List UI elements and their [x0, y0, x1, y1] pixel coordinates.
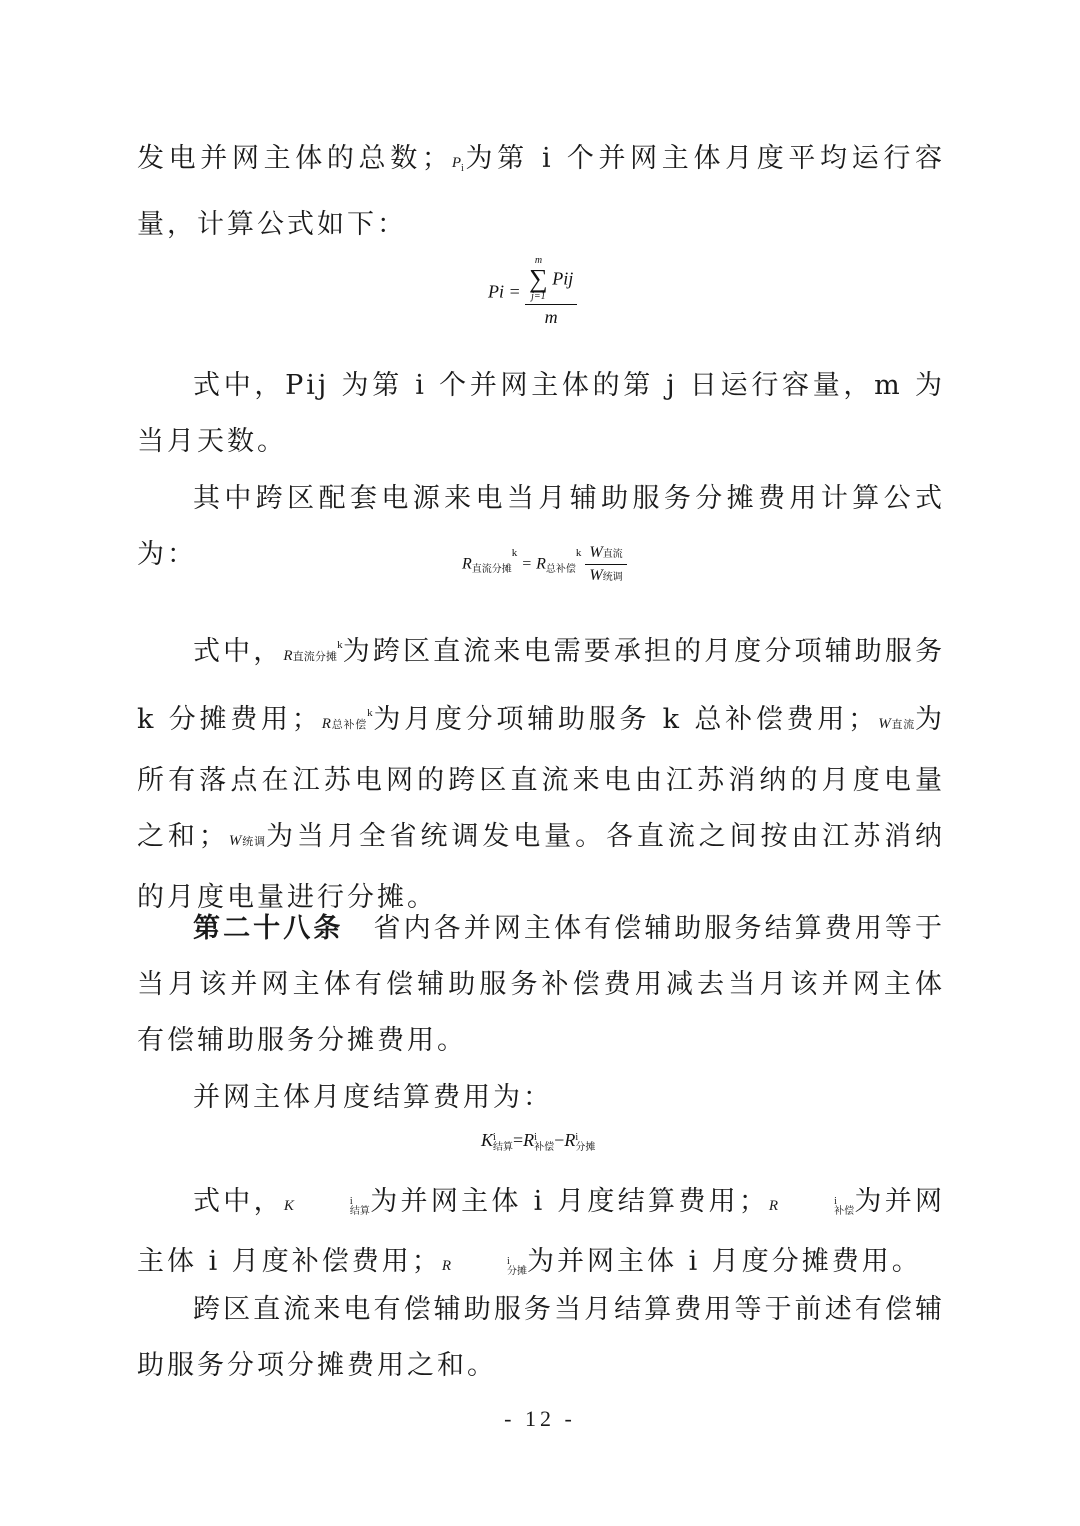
- f3-minus: −: [554, 1130, 565, 1150]
- page-number: - 12 -: [504, 1406, 576, 1431]
- paragraph-2: 式中，Pij 为第 i 个并网主体的第 j 日运行容量，m 为当月天数。: [137, 370, 945, 457]
- paragraph-8: 跨区直流来电有偿辅助服务当月结算费用等于前述有偿辅助服务分项分摊费用之和。: [137, 1294, 945, 1381]
- text-p7c: 为并网主体 i 月度补偿费用；: [137, 1186, 945, 1277]
- paragraph-1: [137, 131, 945, 253]
- symbol-r-total: R总补偿$^k$: [321, 707, 373, 732]
- f2-w-den-sub: 统调: [602, 572, 623, 583]
- f2-k1: k: [511, 547, 518, 560]
- formula-settlement: K i 结算 =R i 补偿 −R i 分摊: [481, 1130, 596, 1153]
- formula-pi-numerator: Pij: [552, 268, 574, 289]
- article-heading: 第二十八条: [193, 913, 344, 944]
- symbol-w-dc: W直流: [878, 716, 915, 732]
- symbol-w-unified: W统调: [228, 833, 267, 849]
- symbol-pi: $P_i$: [451, 155, 464, 174]
- paragraph-6: 并网主体月度结算费用为：: [193, 1082, 553, 1113]
- f2-k2: k: [575, 547, 582, 560]
- formula-pi-denominator: m: [544, 307, 558, 327]
- f3-k: K: [481, 1130, 494, 1150]
- formula-pi: [488, 256, 577, 328]
- f2-w-den: W: [589, 567, 603, 584]
- sum-lower-limit: j=1: [531, 291, 546, 302]
- text-p7d: 为并网主体 i 月度分摊费用。: [526, 1246, 922, 1277]
- f3-eq: =: [513, 1130, 524, 1150]
- symbol-r-alloc: R i 分摊: [441, 1256, 527, 1277]
- sum-upper-limit: m: [534, 255, 543, 266]
- paragraph-article-28: [137, 901, 945, 1069]
- text-p4e: 为当月全省统调发电量。各直流之间按由江苏消纳的月度电量进行分摊。: [137, 821, 946, 913]
- f2-r: R: [462, 555, 472, 573]
- text-p4c: 为月度分项辅助服务 k 总补偿费用；: [372, 704, 879, 735]
- symbol-r-dc: R直流分摊$^k$: [283, 639, 343, 664]
- f2-w-num: W: [589, 544, 603, 561]
- paragraph-3: 其中跨区配套电源来电当月辅助服务分摊费用计算公式为：: [137, 483, 945, 570]
- text-p1a: 发电并网主体的总数；: [137, 143, 452, 174]
- text-p4b: 为跨区直流来电需要承担的月度分项辅助服务 k 分摊费用；: [137, 636, 946, 735]
- sum-symbol: ∑: [529, 264, 548, 293]
- f2-w-num-sub: 直流: [602, 549, 623, 560]
- formula-pi-lhs: Pi =: [488, 281, 521, 302]
- article-body: 省内各并网主体有偿辅助服务结算费用等于当月该并网主体有偿辅助服务补偿费用减去当月该并网主体有偿辅助服务分摊费用。: [137, 913, 946, 1056]
- text-p4d: 为所有落点在江苏电网的跨区直流来电由江苏消纳的月度电量之和；: [137, 704, 945, 852]
- f3-r2: R: [564, 1130, 576, 1150]
- f2-r-sub: 直流分摊: [471, 564, 512, 576]
- f2-r2-sub: 总补偿: [545, 564, 576, 576]
- formula-pi-fraction: [525, 256, 577, 328]
- paragraph-4: [137, 617, 945, 926]
- f3-r1: R: [523, 1130, 535, 1150]
- symbol-k-settle: K i 结算: [283, 1196, 370, 1217]
- text-p7b: 为并网主体 i 月度结算费用；: [369, 1186, 769, 1217]
- paragraph-7: [137, 1174, 945, 1294]
- formula-dc-allocation: [462, 544, 627, 585]
- text-p7a: 式中，: [193, 1186, 284, 1217]
- symbol-r-comp: R i 补偿: [768, 1196, 855, 1217]
- f2-fraction: [585, 544, 626, 585]
- text-p1b: 为第 i 个并网主体月度平均运行容量，计算公式如下：: [137, 143, 946, 240]
- text-p4a: 式中，: [193, 636, 284, 667]
- f2-eq: = R: [521, 555, 546, 573]
